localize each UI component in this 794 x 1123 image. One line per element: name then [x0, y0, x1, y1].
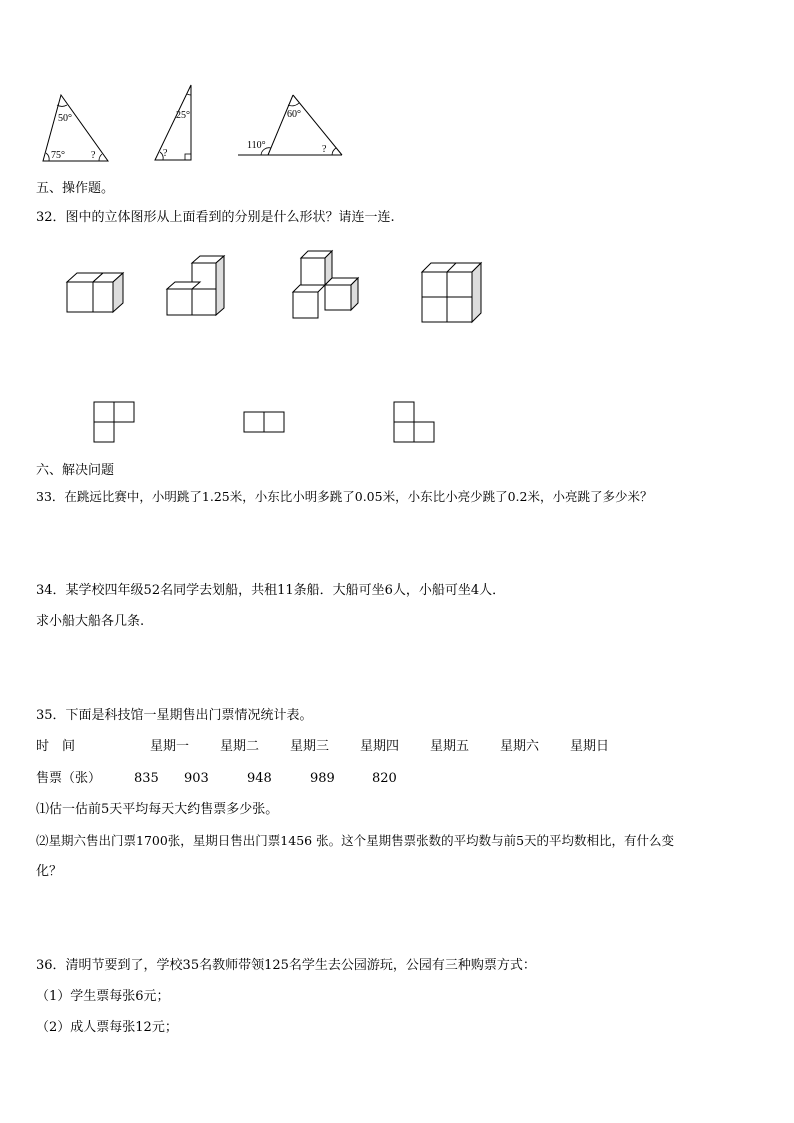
- angle-label: 50°: [58, 113, 72, 124]
- solid-figure-1: [62, 270, 132, 315]
- day-header: 星期日: [570, 739, 610, 754]
- day-header: 星期三: [290, 739, 330, 754]
- question-35-sub2-line2: 化？: [36, 864, 63, 879]
- angle-label: 25°: [176, 110, 190, 121]
- question-35-sub1: ⑴估一估前5天平均每天大约售票多少张。: [36, 802, 279, 817]
- angle-label: ?: [91, 150, 96, 161]
- section-title: 六、解决问题: [36, 463, 115, 478]
- angle-label: 75°: [51, 150, 65, 161]
- section-title: 五、操作题。: [36, 181, 115, 196]
- day-header: 星期四: [360, 739, 400, 754]
- triangle-figure-1: [40, 90, 120, 165]
- question-36-option2: （2）成人票每张12元；: [36, 1020, 178, 1035]
- ticket-count: 948: [247, 771, 272, 786]
- question-32: 32．图中的立体图形从上面看到的分别是什么形状？请连一连.: [36, 210, 395, 225]
- question-35-sub2-line1: ⑵星期六售出门票1700张，星期日售出门票1456 张。这个星期售票张数的平均数与前5天的平均数相比，有什么变: [36, 833, 675, 848]
- angle-label: ?: [163, 148, 168, 159]
- solid-figure-4: [419, 260, 489, 330]
- question-35-intro: 35．下面是科技馆一星期售出门票情况统计表。: [36, 708, 313, 723]
- question-36-intro: 36．清明节要到了，学校35名教师带领125名学生去公园游玩，公园有三种购票方式：: [36, 958, 536, 973]
- angle-label: 110°: [247, 140, 266, 151]
- top-view-2: [242, 410, 287, 435]
- ticket-count: 989: [310, 771, 335, 786]
- triangle-figure-2: [150, 82, 200, 162]
- question-34-line1: 34．某学校四年级52名同学去划船，共租11条船．大船可坐6人，小船可坐4人．: [36, 583, 506, 598]
- question-36-option1: （1）学生票每张6元；: [36, 989, 170, 1004]
- table-row-label: 售票（张）: [36, 771, 102, 786]
- day-header: 星期一: [150, 739, 190, 754]
- ticket-count: 903: [184, 771, 209, 786]
- solid-figure-3: [290, 248, 365, 323]
- table-header-label: 时 间: [36, 739, 76, 754]
- day-header: 星期六: [500, 739, 540, 754]
- day-header: 星期五: [430, 739, 470, 754]
- angle-label: ?: [322, 144, 327, 155]
- ticket-count: 820: [372, 771, 397, 786]
- solid-figure-2: [162, 253, 232, 318]
- question-34-line2: 求小船大船各几条.: [36, 614, 145, 629]
- triangle-figure-3: [236, 90, 351, 165]
- question-33: 33．在跳远比赛中，小明跳了1.25米，小东比小明多跳了0.05米，小东比小亮少跳了0.2米，小亮跳了多少米？: [36, 489, 653, 504]
- top-view-1: [92, 400, 137, 445]
- ticket-count: 835: [134, 771, 159, 786]
- top-view-3: [392, 400, 437, 445]
- day-header: 星期二: [220, 739, 260, 754]
- angle-label: 60°: [287, 109, 301, 120]
